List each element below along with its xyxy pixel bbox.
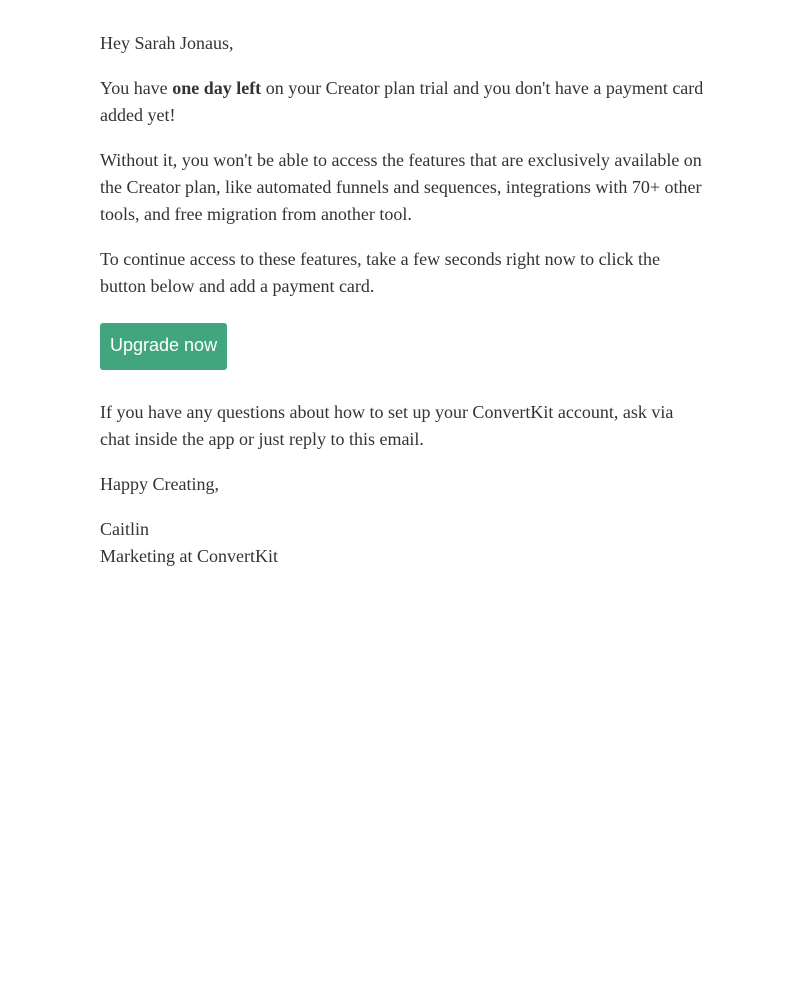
trial-notice-lead: You have [100,78,173,98]
greeting: Hey Sarah Jonaus, [100,33,234,53]
days-left-highlight: one day left [172,78,262,98]
trial-notice-paragraph [100,75,705,129]
closing-line: Happy Creating, [100,474,219,494]
trial-notice-rest: on your Creator plan trial and you don't have a payment card added yet! [100,78,704,125]
signature [100,516,705,570]
sender-name: Caitlin [100,519,149,539]
cta-container [100,323,705,370]
support-paragraph: If you have any questions about how to set up your ConvertKit account, ask via chat inside the app or just reply to this email. [100,402,674,449]
email-body [100,30,705,588]
sender-title: Marketing at ConvertKit [100,546,278,566]
features-paragraph: Without it, you won't be able to access the features that are exclusively available on the Creator plan, like automated funnels and sequences, integrations with 70+ other tools, and free migration from another tool. [100,150,702,224]
upgrade-now-button[interactable]: Upgrade now [100,323,227,370]
instructions-paragraph: To continue access to these features, take a few seconds right now to click the button below and add a payment card. [100,249,661,296]
